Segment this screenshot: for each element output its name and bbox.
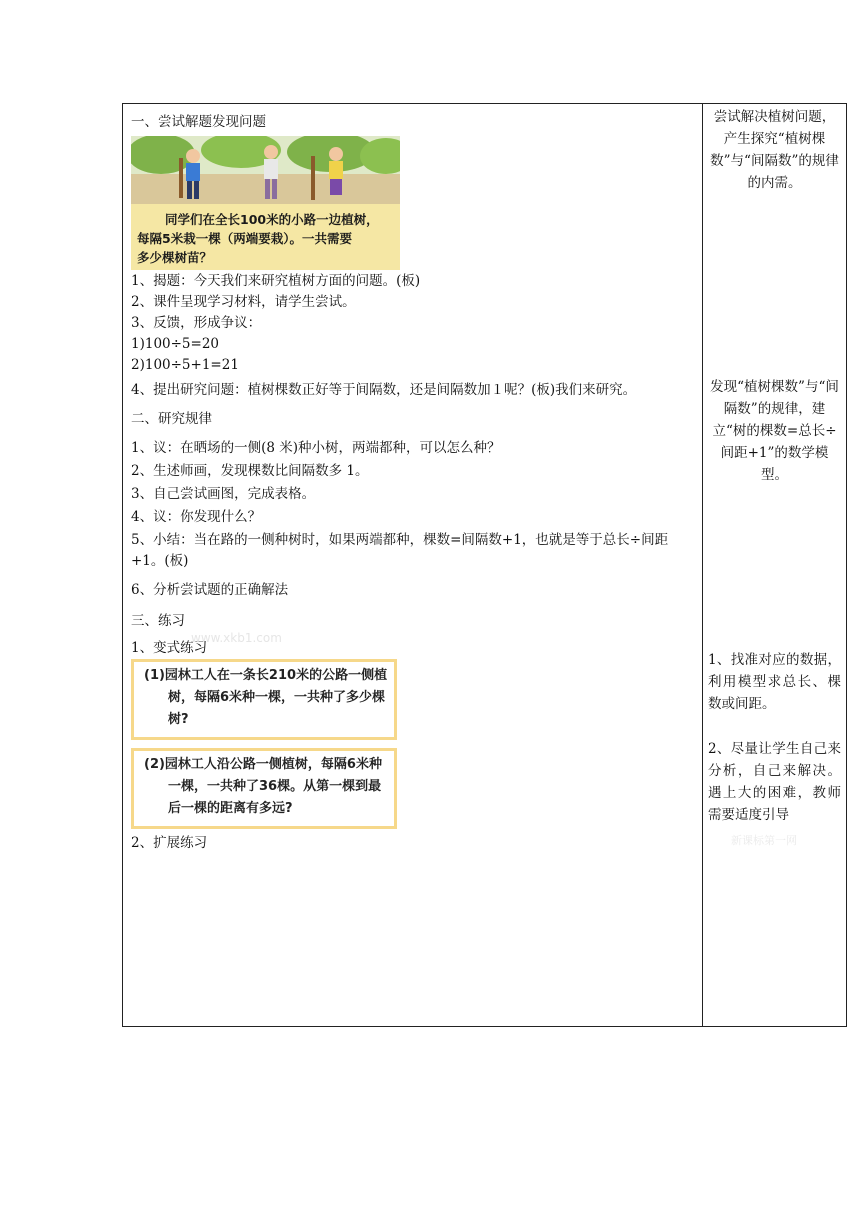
section-1-item: 2、课件呈现学习材料，请学生尝试。 <box>131 294 356 310</box>
section-3-heading: 三、练习 <box>131 613 185 629</box>
caption-line-1: 同学们在全长100米的小路一边植树， <box>165 212 379 227</box>
side-note-3: 1、找准对应的数据，利用模型求总长、棵数或间距。 <box>708 652 841 712</box>
section-1-item: 1)100÷5=20 <box>131 336 220 352</box>
tree-planting-illustration <box>131 136 400 270</box>
side-watermark: 新课标第一网 <box>731 834 797 847</box>
side-note-4: 2、尽量让学生自己来分析，自己来解决。遇上大的困难，教师需要适度引导 <box>708 741 841 823</box>
section-2-item: 3、自己尝试画图，完成表格。 <box>131 486 316 502</box>
teaching-process-column <box>131 112 696 854</box>
section-3-sub-1: 1、变式练习 <box>131 640 208 656</box>
section-2-heading: 二、研究规律 <box>131 411 212 427</box>
watermark: www.xkb1.com <box>191 631 282 645</box>
section-3-sub-2: 2、扩展练习 <box>131 835 208 851</box>
side-note-2: 发现“植树棵数”与“间隔数”的规律，建立“树的棵数=总长÷间距+1”的数学模型。 <box>710 379 839 483</box>
section-2-item: 1、议：在晒场的一侧(8 米)种小树，两端都种，可以怎么种？ <box>131 440 501 456</box>
lesson-plan-table <box>122 103 847 1027</box>
side-note-1: 尝试解决植树问题，产生探究“植树棵数”与“间隔数”的规律的内需。 <box>710 109 839 191</box>
column-divider <box>702 104 703 1026</box>
section-2-item: 6、分析尝试题的正确解法 <box>131 582 289 598</box>
exercise-problem-2: (2)园林工人沿公路一侧植树，每隔6米种一棵，一共种了36棵。从第一棵到最后一棵的距离有多远? <box>131 748 397 829</box>
section-1-item: 3、反馈，形成争议： <box>131 315 262 331</box>
illustration-caption <box>137 210 395 267</box>
section-1-item: 1、揭题：今天我们来研究植树方面的问题。(板) <box>131 273 421 289</box>
section-2-item: 2、生述师画，发现棵数比间隔数多 1。 <box>131 463 369 479</box>
section-2-item: 5、小结：当在路的一侧种树时，如果两端都种，棵数=间隔数+1，也就是等于总长÷间距+1。(板) <box>131 532 669 569</box>
caption-line-2: 每隔5米栽一棵（两端要栽）。一共需要 <box>137 231 352 246</box>
exercise-problem-1: (1)园林工人在一条长210米的公路一侧植树，每隔6米种一棵，一共种了多少棵树? <box>131 659 397 740</box>
section-1-item: 2)100÷5+1=21 <box>131 357 239 373</box>
caption-line-3: 多少棵树苗？ <box>137 250 213 265</box>
section-1-heading: 一、尝试解题发现问题 <box>131 114 266 130</box>
section-2-item: 4、议：你发现什么？ <box>131 509 262 525</box>
section-1-item: 4、提出研究问题：植树棵数正好等于间隔数，还是间隔数加１呢？(板)我们来研究。 <box>131 382 637 398</box>
